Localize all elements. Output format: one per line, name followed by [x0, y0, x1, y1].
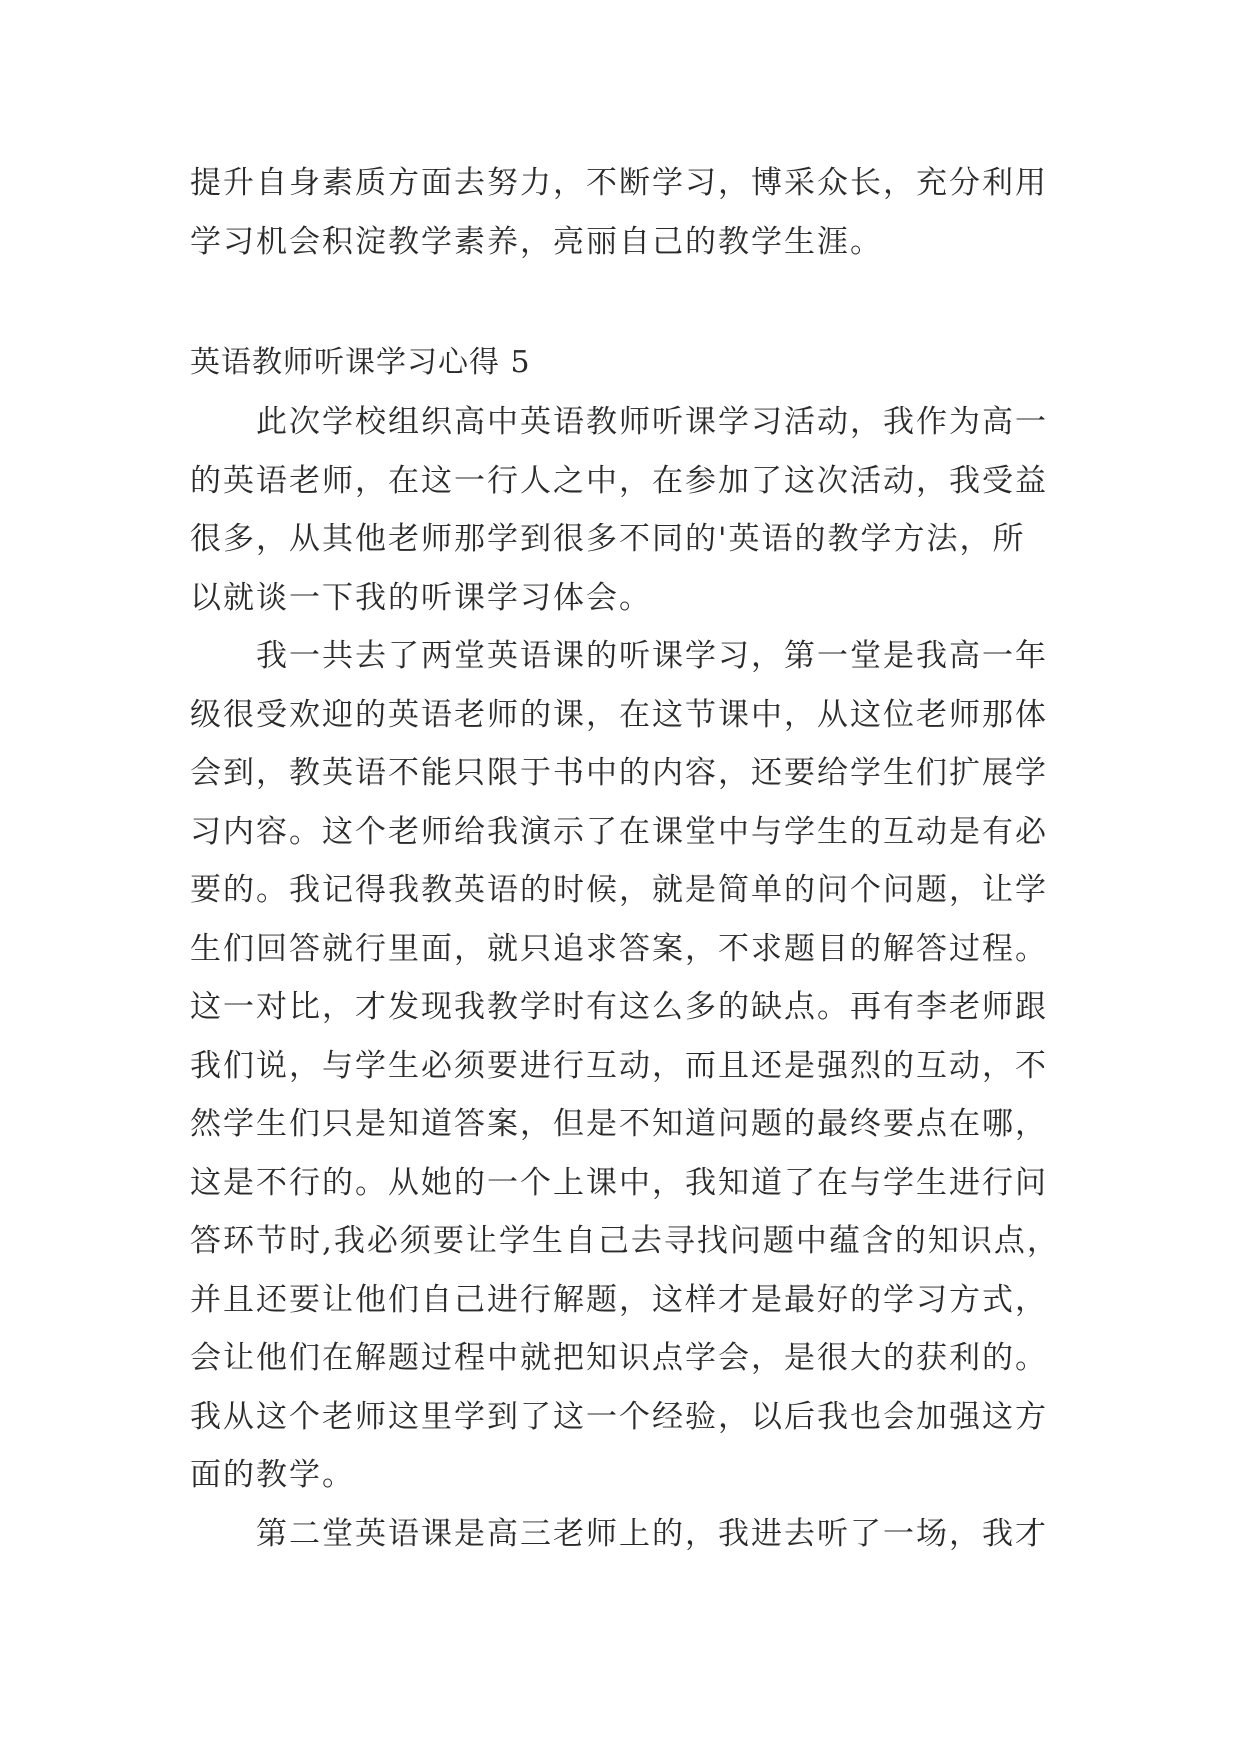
intro-paragraph — [190, 154, 1050, 271]
text-line: 要的。我记得我教英语的时候，就是简单的问个问题，让学 — [190, 872, 1048, 908]
text-line: 会到，教英语不能只限于书中的内容，还要给学生们扩展学 — [190, 755, 1048, 791]
text-line: 生们回答就行里面，就只追求答案，不求题目的解答过程。 — [190, 930, 1048, 967]
text-line: 级很受欢迎的英语老师的课，在这节课中，从这位老师那体 — [190, 696, 1048, 733]
text-line: 第二堂英语课是高三老师上的，我进去听了一场，我才 — [190, 1515, 1048, 1552]
text-line: 这是不行的。从她的一个上课中，我知道了在与学生进行问 — [190, 1164, 1048, 1201]
text-line: 会让他们在解题过程中就把知识点学会，是很大的获利的。 — [190, 1340, 1048, 1376]
text-line: 答环节时,我必须要让学生自己去寻找问题中蕴含的知识点， — [190, 1223, 1060, 1259]
text-line: 习内容。这个老师给我演示了在课堂中与学生的互动是有必 — [190, 813, 1048, 850]
body-text — [190, 393, 1060, 1563]
section-heading: 英语教师听课学习心得 5 — [190, 345, 531, 380]
text-line: 我一共去了两堂英语课的听课学习，第一堂是我高一年 — [190, 638, 1048, 674]
text-line: 我们说，与学生必须要进行互动，而且还是强烈的互动，不 — [190, 1047, 1048, 1084]
text-line: 提升自身素质方面去努力，不断学习，博采众长，充分利用 — [190, 165, 1048, 201]
text-line: 然学生们只是知道答案，但是不知道问题的最终要点在哪， — [190, 1106, 1048, 1142]
text-line: 此次学校组织高中英语教师听课学习活动，我作为高一 — [190, 404, 1048, 440]
text-line: 的英语老师，在这一行人之中，在参加了这次活动，我受益 — [190, 462, 1048, 499]
text-line: 并且还要让他们自己进行解题，这样才是最好的学习方式， — [190, 1281, 1048, 1318]
text-line: 学习机会积淀教学素养，亮丽自己的教学生涯。 — [190, 223, 883, 260]
text-line: 很多，从其他老师那学到很多不同的'英语的教学方法，所 — [190, 521, 1026, 557]
text-line: 这一对比，才发现我教学时有这么多的缺点。再有李老师跟 — [190, 989, 1048, 1025]
text-line: 我从这个老师这里学到了这一个经验，以后我也会加强这方 — [190, 1398, 1048, 1435]
text-line: 以就谈一下我的听课学习体会。 — [190, 579, 652, 616]
text-line: 面的教学。 — [190, 1457, 355, 1493]
